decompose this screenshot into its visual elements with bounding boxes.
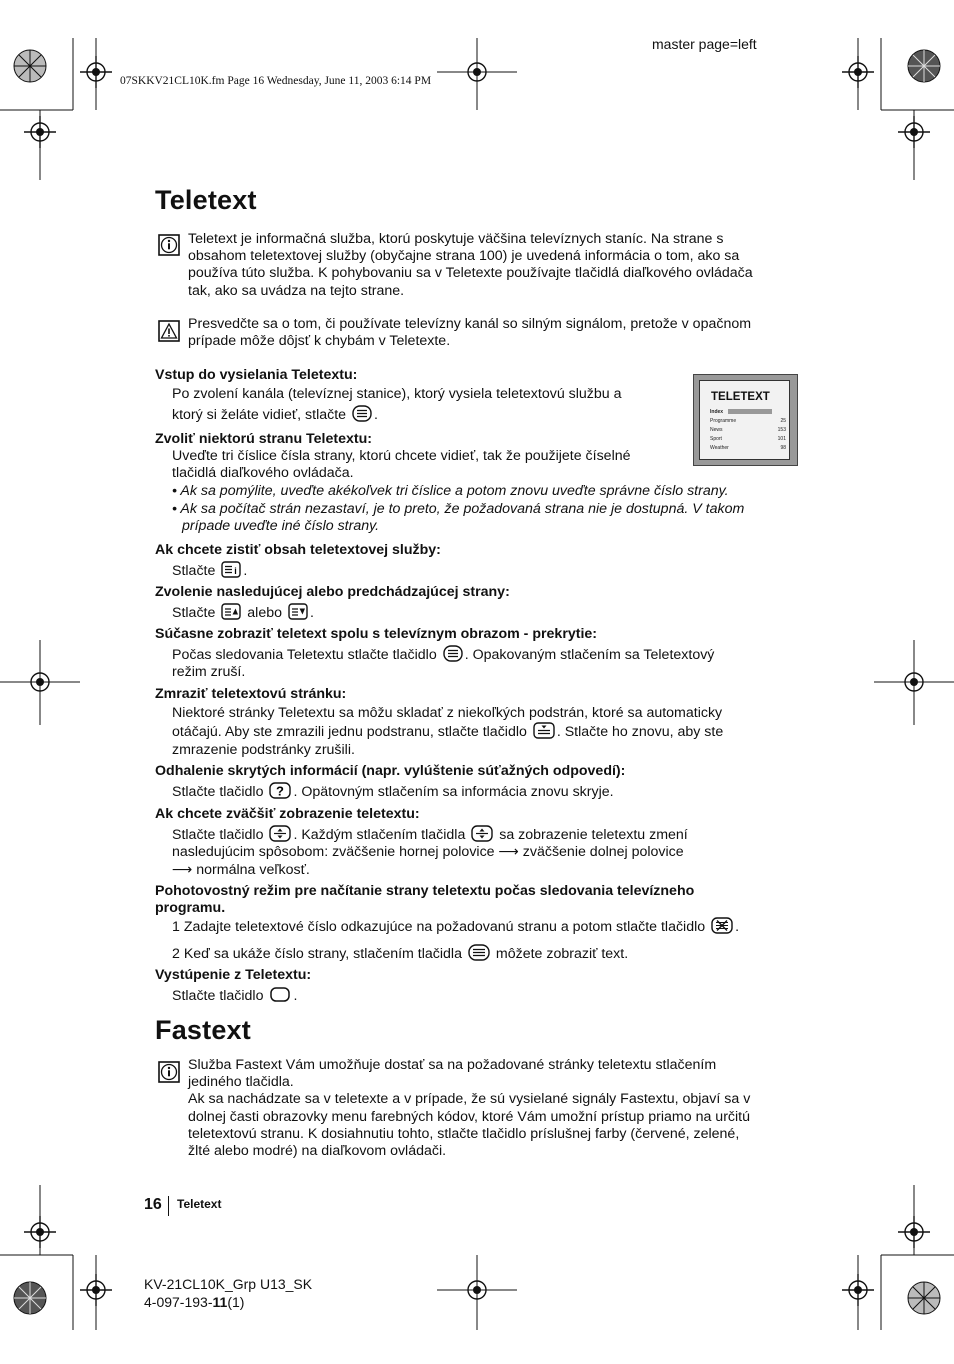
text-line: žlté alebo modré) na diaľkovom ovládači. (188, 1143, 447, 1160)
tv-row-label: Sport (710, 436, 722, 442)
enlarge-button-icon (471, 825, 493, 842)
text-line: jediného tlačidla. (188, 1074, 294, 1091)
index-button-icon (221, 561, 241, 578)
text-line: Uveďte tri číslice čísla strany, ktorú chcete vidieť, tak že použijete číselné (172, 448, 631, 465)
text-line: Presvedčte sa o tom, či používate televízny kanál so silným signálom, pretože v opačnom (188, 316, 752, 332)
teletext-button-icon (352, 405, 372, 422)
file-info-line: 07SKKV21CL10K.fm Page 16 Wednesday, June 11, 2003 6:14 PM (120, 75, 432, 87)
section-heading: programu. (155, 900, 226, 917)
fastext-paragraph (188, 1057, 750, 1160)
text-line: Stlačte tlačidlo (172, 827, 264, 844)
tv-row-label: News (710, 427, 723, 433)
text-line: prípade môže dôjsť k chybám v Teletexte. (188, 333, 451, 350)
text-line: Stlačte (172, 563, 216, 580)
text-line: sa zobrazenie teletextu zmení (499, 827, 688, 844)
code-bold: 11 (212, 1293, 228, 1310)
bullet-item-continuation: prípade uveďte iné číslo strany. (182, 518, 380, 535)
teletext-warning-paragraph (188, 316, 751, 350)
model-line: KV-21CL10K_Grp U13_SK (144, 1276, 313, 1292)
text-line: teletextovú stranu. K dosiahnutiu tohto, stlačte tlačidlo príslušnej farby (červené, zelené, (188, 1125, 740, 1142)
section-standby: Pohotovostný režim pre načítanie strany teletextu počas sledovania televízneho programu. 1 Zadajte teletextové číslo odkazujúce na požadovanú stranu a potom stlačte tlačidlo . 2 Keď sa ukáže číslo strany, stlačením tlačidla môžete zobraziť text. (155, 883, 805, 963)
tv-button-icon (269, 986, 291, 1003)
section-heading: Zvolenie nasledujúcej alebo predchádzajúcej strany: (155, 584, 510, 600)
tv-screen-title: TELETEXT (711, 391, 770, 403)
bullet-item: • Ak sa pomýlite, uveďte akékoľvek tri číslice a potom znovu uveďte správne číslo strany. (172, 482, 729, 499)
text-line: Po zvolení kanála (televíznej stanice), ktorý vysiela teletextovú službu a (172, 386, 622, 403)
text-line: používa túto služba. K pohybovaniu sa v Teletexte používajte tlačidlá diaľkového ovládača (188, 265, 753, 282)
section-heading: Vstup do vysielania Teletextu: (155, 367, 358, 383)
hold-button-icon (533, 722, 555, 739)
section-heading: Zvoliť niektorú stranu Teletextu: (155, 431, 373, 447)
text-line: . Opakovaným stlačením sa Teletextový (464, 647, 715, 664)
tv-row-value: 101 (777, 436, 786, 442)
teletext-info-paragraph (188, 231, 753, 300)
section-reveal (155, 763, 805, 801)
enlarge-button-icon (269, 825, 291, 842)
list-item: 1 Zadajte teletextové číslo odkazujúce na požadovanú stranu a potom stlačte tlačidlo (172, 919, 706, 936)
text-line: alebo (247, 605, 282, 622)
text-line: Stlačte (172, 605, 216, 622)
footer-model-code (144, 1276, 312, 1311)
list-item: môžete zobraziť text. (495, 945, 629, 962)
section-heading: Ak chcete zväčšiť zobrazenie teletextu: (155, 806, 420, 822)
reveal-button-icon (269, 782, 291, 799)
tv-row-label: Programme (710, 418, 737, 424)
text-line: otáčajú. Aby ste zmrazili jednu podstranu, stlačte tlačidlo (172, 724, 527, 741)
section-mix (155, 626, 805, 682)
code-suffix: (1) (227, 1293, 245, 1310)
section-enter-teletext: Vstup do vysielania Teletextu: Po zvolení kanála (televíznej stanice), ktorý vysiela teletextovú službu a ktorý si želáte vidieť, stlačte . (155, 367, 685, 425)
text-line: . Opätovným stlačením sa informácia znovu skryje. (293, 784, 614, 801)
text-line: Počas sledovania Teletextu stlačte tlačidlo (172, 647, 437, 664)
section-exit: Vystúpenie z Teletextu: Stlačte tlačidlo . (155, 967, 805, 1005)
svg-text:?: ? (276, 783, 285, 799)
tv-row-value: 98 (780, 445, 786, 451)
cancel-button-icon (711, 917, 733, 934)
page-up-icon (221, 603, 241, 620)
page-down-icon (288, 603, 308, 620)
text-line: Teletext je informačná služba, ktorú poskytuje väčšina televíznych staníc. Na strane s (188, 231, 724, 247)
section-heading: Pohotovostný režim pre načítanie strany teletextu počas sledovania televízneho (155, 883, 695, 899)
section-heading: Odhalenie skrytých informácií (napr. vylúštenie súťažných odpovedí): (155, 763, 626, 779)
section-index: Ak chcete zistiť obsah teletextovej služby: Stlačte i . (155, 542, 805, 580)
tv-row-label: Weather (710, 445, 729, 451)
text-line: dolnej časti obrazovky menu farebných kódov, ktoré Vám umožní prístup priamo na určitú (188, 1108, 750, 1125)
section-heading: Súčasne zobraziť teletext spolu s televíznym obrazom - prekrytie: (155, 626, 598, 642)
tv-row-label: Index (710, 409, 724, 415)
footer-section-label: Teletext (177, 1197, 222, 1211)
warning-icon (158, 320, 180, 342)
tv-row (710, 409, 786, 415)
text-line: Služba Fastext Vám umožňuje dostať sa na požadované stránky teletextu stlačením (188, 1057, 717, 1073)
text-line: tlačidlá diaľkového ovládača. (172, 465, 354, 482)
tv-row-value: 153 (777, 427, 786, 433)
text-line: . Každým stlačením tlačidla (293, 827, 466, 844)
text-line: zmrazenie podstránky zrušili. (172, 741, 355, 758)
section-heading: Zmraziť teletextovú stránku: (155, 686, 347, 702)
footer-divider (168, 1196, 169, 1216)
tv-row-value: 25 (780, 418, 786, 424)
section-enlarge (155, 806, 805, 879)
info-icon (158, 1061, 180, 1083)
info-icon (158, 234, 180, 256)
text-line: režim zruší. (172, 664, 246, 681)
fastext-title: Fastext (155, 1015, 251, 1045)
teletext-button-icon (443, 645, 463, 662)
section-heading: Vystúpenie z Teletextu: (155, 967, 312, 983)
code-line (144, 1294, 312, 1312)
master-page-label: master page=left (652, 36, 757, 52)
section-heading: Ak chcete zistiť obsah teletextovej služby: (155, 542, 441, 558)
teletext-button-icon (468, 944, 490, 961)
code-prefix: 4-097-193- (144, 1293, 213, 1310)
text-line: Stlačte tlačidlo (172, 784, 264, 801)
text-line: ⟶ normálna veľkosť. (172, 861, 310, 878)
section-select-page (155, 431, 805, 535)
text-line: obsahom teletextovej služby (obyčajne strana 100) je uvedená informácia o tom, ako sa (188, 248, 740, 265)
bullet-item: • Ak sa počítač strán nezastaví, je to preto, že požadovaná strana nie je dostupná. V takom (172, 500, 745, 517)
text-line: Stlačte tlačidlo (172, 988, 264, 1005)
text-line: Niektoré stránky Teletextu sa môžu skladať z niekoľkých podstrán, ktoré sa automaticky (172, 705, 723, 722)
tv-row (710, 418, 786, 424)
section-hold (155, 686, 805, 759)
page-number: 16 (144, 1196, 162, 1213)
svg-text:i: i (234, 566, 238, 577)
text-line: ktorý si želáte vidieť, stlačte (172, 407, 347, 424)
text-line: Ak sa nachádzate sa v teletexte a v prípade, že sú vysielané signály Fastextu, objaví sa v (188, 1091, 751, 1108)
text-line: . Stlačte ho znovu, aby ste (556, 724, 724, 741)
list-item: 2 Keď sa ukáže číslo strany, stlačením tlačidla (172, 945, 462, 962)
text-line: nasledujúcim spôsobom: zväčšenie hornej polovice ⟶ zväčšenie dolnej polovice (172, 844, 684, 861)
section-next-prev: Zvolenie nasledujúcej alebo predchádzajúcej strany: Stlačte alebo . (155, 584, 805, 622)
teletext-title: Teletext (155, 185, 257, 215)
text-line: tak, ako sa uvádza na tejto strane. (188, 282, 405, 299)
